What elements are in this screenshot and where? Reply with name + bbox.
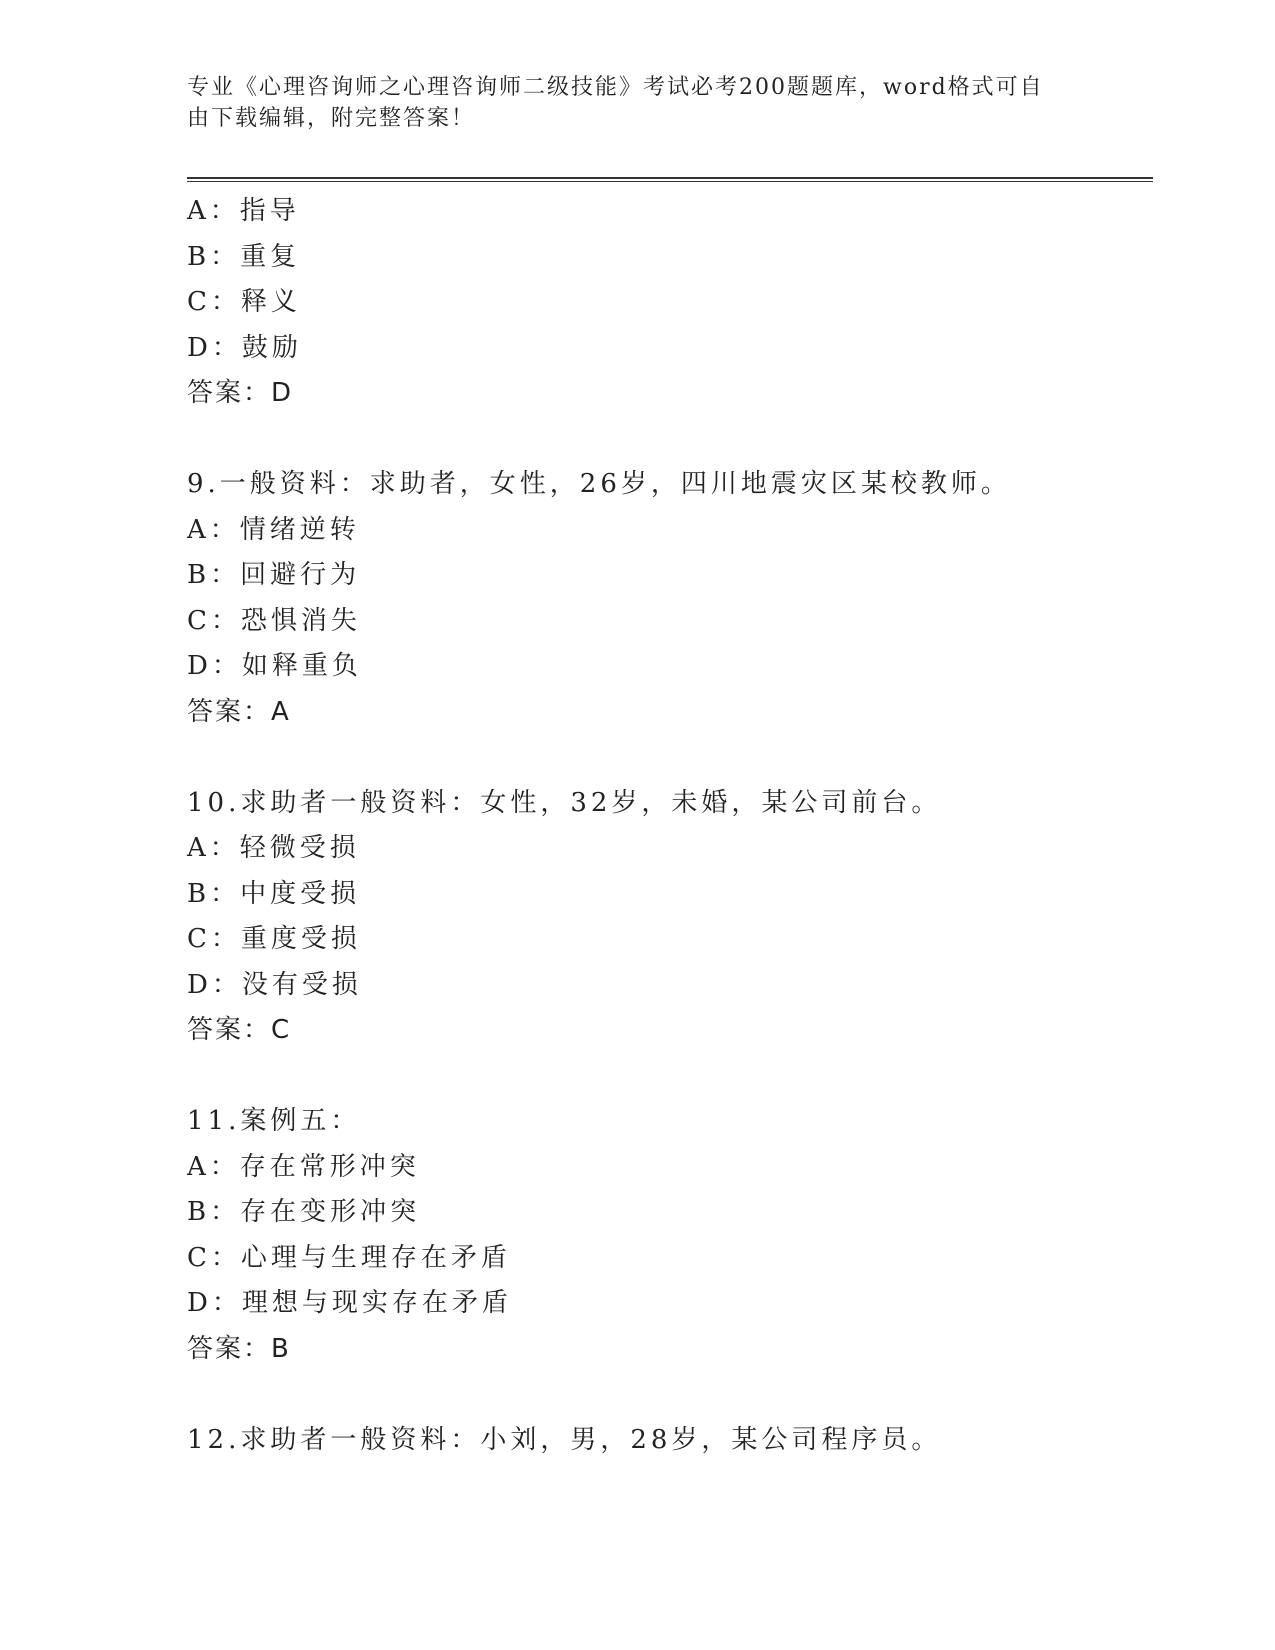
option-d: D：没有受损 <box>187 969 362 1000</box>
option-a: A：存在常形冲突 <box>187 1151 420 1182</box>
question-stem: 11.案例五： <box>187 1106 361 1136</box>
block-spacer <box>187 1054 1147 1100</box>
option-b: B：回避行为 <box>187 560 361 590</box>
answer-line: 答案：B <box>187 1333 291 1364</box>
question-block-12 <box>187 1418 1147 1464</box>
block-spacer <box>187 735 1147 781</box>
question-block-11 <box>187 1099 1147 1372</box>
option-d: D：如释重负 <box>187 651 362 681</box>
option-a: A：轻微受损 <box>187 833 360 863</box>
option-c: C：恐惧消失 <box>187 605 361 636</box>
header-divider-thin <box>187 181 1153 182</box>
header-line-1: 专业《心理咨询师之心理咨询师二级技能》考试必考200题题库，word格式可自 <box>187 75 1044 100</box>
block-spacer <box>187 1372 1147 1418</box>
question-stem: 10.求助者一般资料：女性，32岁，未婚，某公司前台。 <box>187 787 942 818</box>
header-line-2: 由下载编辑，附完整答案！ <box>187 106 476 131</box>
answer-line: 答案：A <box>187 696 291 727</box>
question-stem: 9.一般资料：求助者，女性，26岁，四川地震灾区某校教师。 <box>187 469 1011 499</box>
option-d: D：理想与现实存在矛盾 <box>187 1288 512 1318</box>
option-c: C：心理与生理存在矛盾 <box>187 1242 511 1273</box>
option-d: D：鼓励 <box>187 332 302 363</box>
option-b: B：重复 <box>187 241 301 272</box>
answer-line: 答案：D <box>187 378 294 408</box>
question-block-10 <box>187 781 1147 1054</box>
option-c: C：重度受损 <box>187 924 361 954</box>
question-stem: 12.求助者一般资料：小刘，男，28岁，某公司程序员。 <box>187 1424 942 1455</box>
option-a: A：指导 <box>187 196 300 226</box>
option-c: C：释义 <box>187 287 301 317</box>
option-b: B：存在变形冲突 <box>187 1197 421 1227</box>
question-block-8 <box>187 189 1147 417</box>
option-a: A：情绪逆转 <box>187 514 360 545</box>
answer-line: 答案：C <box>187 1015 292 1045</box>
document-header <box>187 72 1067 134</box>
header-divider <box>187 177 1153 179</box>
block-spacer <box>187 417 1147 463</box>
question-list <box>187 189 1147 1463</box>
option-b: B：中度受损 <box>187 878 361 909</box>
question-block-9 <box>187 462 1147 735</box>
